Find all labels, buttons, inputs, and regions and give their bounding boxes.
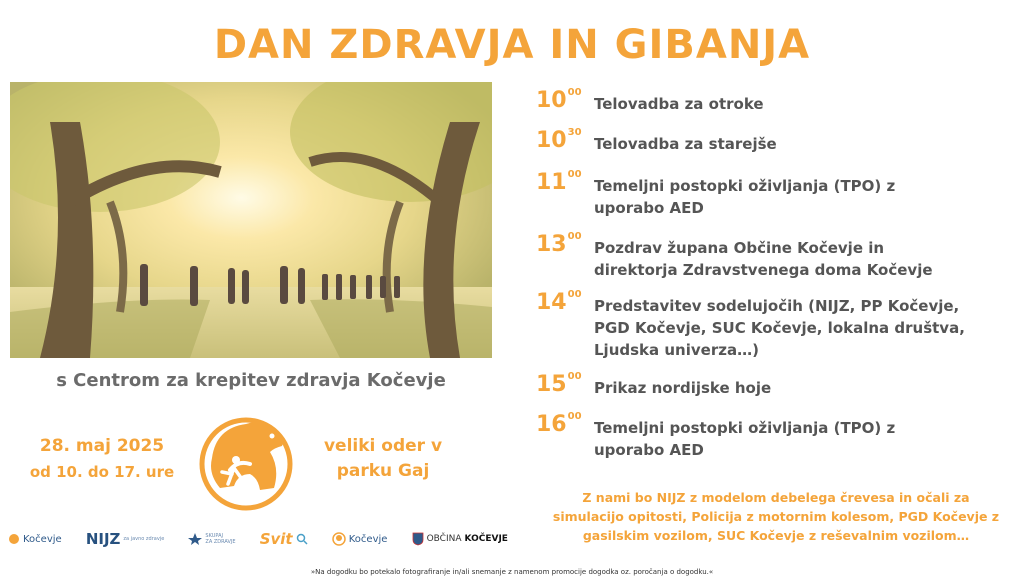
schedule-time bbox=[536, 290, 582, 315]
schedule-activity bbox=[594, 295, 1004, 361]
schedule-time bbox=[536, 170, 582, 195]
partner-obcina-logo bbox=[412, 532, 508, 546]
schedule-hour: 14 bbox=[536, 290, 567, 315]
schedule-minute: 00 bbox=[567, 410, 582, 422]
magnifier-icon bbox=[296, 533, 308, 545]
participants-note bbox=[548, 488, 1004, 545]
schedule-hour: 15 bbox=[536, 372, 567, 397]
schedule-activity bbox=[594, 237, 1004, 281]
schedule-minute: 30 bbox=[567, 126, 582, 138]
schedule-activity-line: uporabo AED bbox=[594, 199, 704, 217]
schedule-activity-line: Predstavitev sodelujočih (NIJZ, PP Kočevje, bbox=[594, 297, 960, 315]
schedule-time bbox=[536, 128, 582, 153]
partner-nijz-logo bbox=[86, 530, 164, 548]
schedule-activity bbox=[594, 175, 1004, 219]
skupaj-star-icon bbox=[188, 533, 202, 545]
partner-svit-logo bbox=[260, 530, 308, 548]
page-title: DAN ZDRAVJA IN GIBANJA bbox=[213, 22, 811, 68]
partner-skupaj-logo bbox=[188, 533, 235, 545]
schedule-time bbox=[536, 88, 582, 113]
event-hours: od 10. do 17. ure bbox=[29, 463, 175, 481]
schedule-minute: 00 bbox=[567, 288, 582, 300]
schedule-activity-line: Temeljni postopki oživljanja (TPO) z bbox=[594, 419, 896, 437]
schedule-minute: 00 bbox=[567, 168, 582, 180]
partner-svit-label: Svit bbox=[259, 530, 293, 548]
date-block bbox=[22, 434, 182, 484]
partner-skupaj-label: SKUPAJ bbox=[205, 533, 223, 539]
note-line: gasilskim vozilom, SUC Kočevje z reševalnim vozilom… bbox=[582, 528, 970, 543]
schedule-activity bbox=[594, 133, 1004, 155]
schedule-time bbox=[536, 232, 582, 257]
schedule-activity-line: Telovadba za starejše bbox=[594, 135, 777, 153]
schedule-hour: 10 bbox=[536, 128, 567, 153]
schedule-hour: 16 bbox=[536, 412, 567, 437]
schedule-activity bbox=[594, 377, 1004, 399]
schedule-hour: 10 bbox=[536, 88, 567, 113]
partner-obcina-label: OBČINA bbox=[426, 534, 462, 544]
schedule-time bbox=[536, 372, 582, 397]
schedule-activity-line: Pozdrav župana Občine Kočevje in bbox=[594, 239, 885, 257]
kocevje-leaf-icon bbox=[8, 533, 20, 545]
schedule-minute: 00 bbox=[567, 230, 582, 242]
partner-nijz-sub: za javno zdravje bbox=[123, 536, 165, 542]
bear-logo-icon bbox=[194, 408, 298, 512]
venue-line-1: veliki oder v bbox=[323, 436, 443, 456]
schedule-activity-line: Ljudska univerza…) bbox=[594, 341, 759, 359]
organizer-subtitle: s Centrom za krepitev zdravja Kočevje bbox=[56, 370, 446, 391]
event-date: 28. maj 2025 bbox=[39, 436, 165, 456]
partner-obcina-bold: KOČEVJE bbox=[464, 534, 508, 544]
note-line: Z nami bo NIJZ z modelom debelega črevesa in očali za bbox=[582, 490, 970, 505]
partner-kocevje2-label: Kočevje bbox=[348, 533, 388, 545]
venue bbox=[308, 434, 458, 484]
schedule-activity-line: Telovadba za otroke bbox=[594, 95, 764, 113]
bear-small-icon bbox=[332, 532, 346, 546]
venue-line-2: parku Gaj bbox=[336, 461, 430, 481]
coat-of-arms-icon bbox=[412, 532, 424, 546]
partner-logos bbox=[8, 526, 508, 552]
schedule-activity-line: Prikaz nordijske hoje bbox=[594, 379, 772, 397]
partner-skupaj-sub: ZA ZDRAVJE bbox=[205, 539, 236, 545]
schedule-hour: 11 bbox=[536, 170, 567, 195]
schedule-time bbox=[536, 412, 582, 437]
schedule-minute: 00 bbox=[567, 370, 582, 382]
park-photo bbox=[10, 82, 492, 358]
schedule-hour: 13 bbox=[536, 232, 567, 257]
schedule-activity bbox=[594, 93, 1004, 115]
photo-disclaimer: »Na dogodku bo potekalo fotografiranje in/ali snemanje z namenom promocije dogodka oz. poročanja o dogodku.« bbox=[310, 568, 714, 576]
schedule-minute: 00 bbox=[567, 86, 582, 98]
schedule-activity-line: uporabo AED bbox=[594, 441, 704, 459]
schedule-activity-line: PGD Kočevje, SUC Kočevje, lokalna društva, bbox=[594, 319, 965, 337]
schedule-activity-line: Temeljni postopki oživljanja (TPO) z bbox=[594, 177, 896, 195]
note-line: simulacijo opitosti, Policija z motornim kolesom, PGD Kočevje z bbox=[552, 509, 1000, 524]
partner-kocevje-label: Kočevje bbox=[23, 533, 62, 545]
partner-kocevje-logo bbox=[8, 533, 62, 545]
partner-nijz-label: NIJZ bbox=[85, 530, 121, 548]
schedule-activity-line: direktorja Zdravstvenega doma Kočevje bbox=[594, 261, 933, 279]
schedule-activity bbox=[594, 417, 1004, 461]
partner-kocevje2-logo bbox=[332, 532, 388, 546]
